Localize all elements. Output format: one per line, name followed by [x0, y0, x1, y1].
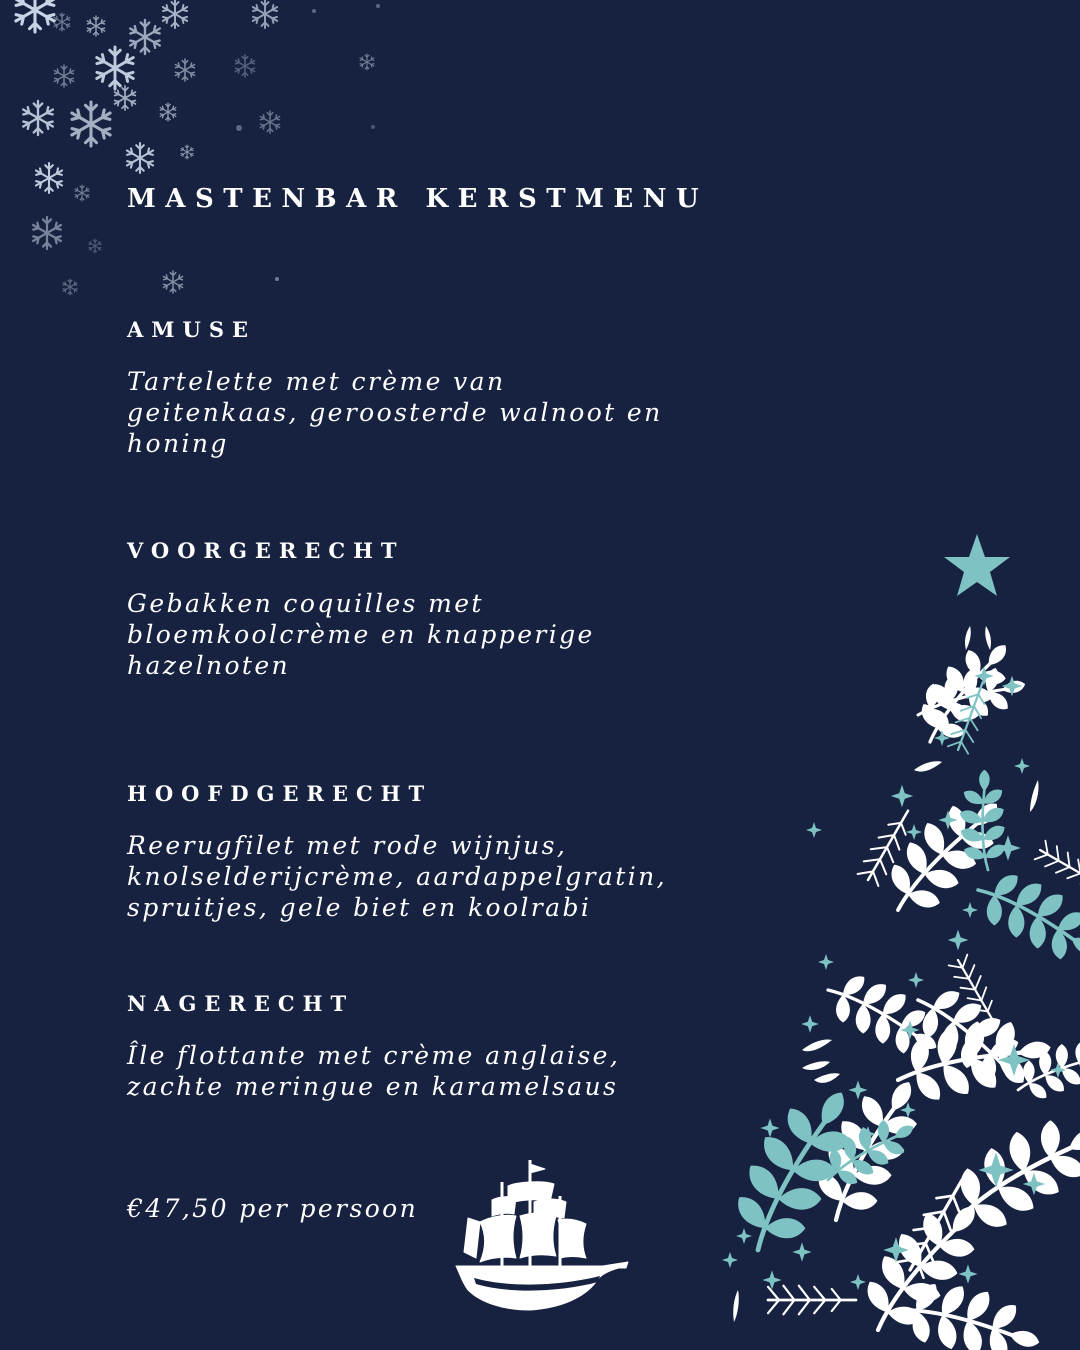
dish-amuse: Tartelette met crème van geitenkaas, geroosterde walnoot en honing — [127, 367, 663, 458]
snowflake-icon — [160, 103, 176, 121]
ship-logo-icon — [450, 1158, 630, 1328]
snowflake-icon — [181, 145, 193, 159]
snowflake-icon — [33, 217, 61, 249]
snowflake-icon — [16, 0, 54, 32]
snowflake-icon — [115, 86, 136, 110]
snowflake-icon — [235, 55, 254, 77]
section-heading-hoofdgerecht: HOOFDGERECHT — [127, 781, 433, 806]
snowflake-icon — [97, 47, 134, 89]
section-heading-voorgerecht: VOORGERECHT — [127, 538, 405, 563]
snowflake-icon — [175, 59, 194, 81]
snowflake-icon — [63, 279, 77, 295]
snowflake-icon — [87, 16, 104, 36]
snowflake-icon — [253, 0, 277, 28]
snowflake-icon — [54, 13, 70, 31]
section-heading-amuse: AMUSE — [127, 317, 257, 342]
dish-voorgerecht: Gebakken coquilles met bloemkoolcrème en knapperige hazelnoten — [127, 589, 595, 680]
snowflake-icon — [89, 239, 101, 253]
snowflake-icon — [130, 20, 160, 54]
dish-hoofdgerecht: Reerugfilet met rode wijnjus, knolselderijcrème, aardappelgratin, spruitjes, gele biet en koolrabi — [127, 831, 667, 922]
snowflake-icon — [260, 111, 279, 133]
menu-title: MASTENBAR KERSTMENU — [127, 184, 709, 214]
snowflake-icon — [75, 185, 89, 201]
snowflake-icon — [163, 271, 182, 293]
snowflakes-decoration — [0, 0, 400, 310]
snowflake-icon — [127, 143, 153, 173]
star-icon — [944, 534, 1010, 596]
snowflake-icon — [72, 102, 110, 146]
dish-nagerecht: Île flottante met crème anglaise, zachte meringue en karamelsaus — [127, 1041, 621, 1101]
christmas-tree-icon — [718, 530, 1080, 1350]
section-heading-nagerecht: NAGERECHT — [127, 991, 355, 1016]
snowflake-icon — [163, 0, 187, 28]
snowflake-icon — [23, 101, 53, 135]
snowflake-icon — [360, 54, 374, 70]
price-per-person: €47,50 per persoon — [127, 1194, 419, 1223]
snowflake-icon — [36, 163, 62, 193]
snowflake-icon — [54, 65, 73, 87]
